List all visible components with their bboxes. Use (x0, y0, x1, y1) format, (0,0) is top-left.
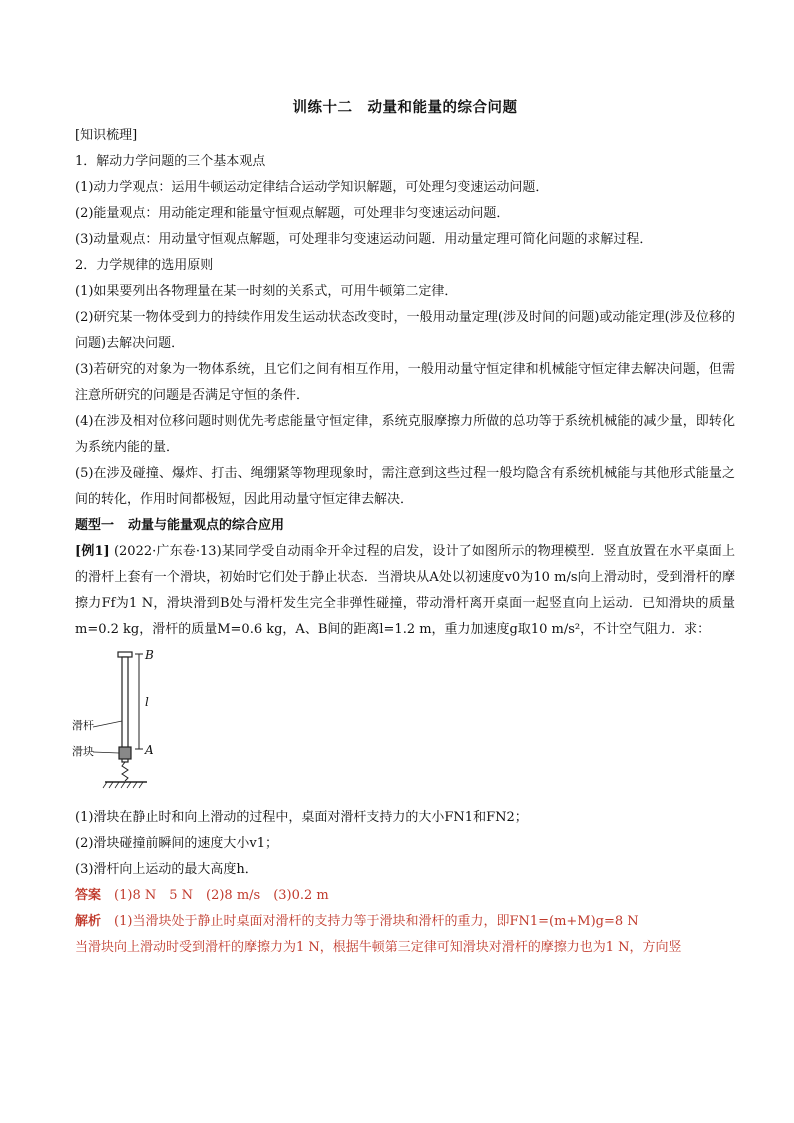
figure-label-l: l (145, 695, 149, 709)
example-text: (2022·广东卷·13)某同学受自动雨伞开伞过程的启发，设计了如图所示的物理模型．竖直放置在水平桌面上的滑杆上套有一个滑块，初始时它们处于静止状态．当滑块从A处以初速度v0为10 m/s向上滑动时，受到滑杆的摩擦力Ff为1 N，滑块滑到B处与滑杆发生完全非弹性碰撞，带动滑杆离开桌面一起竖直向上运动．已知滑块的质量m=0.2 kg，滑杆的质量M=0.6 kg，A、B间的距离l=1.2 m，重力加速度g取10 m/s²，不计空气阻力．求： (75, 544, 735, 637)
item2-point: (2)研究某一物体受到力的持续作用发生运动状态改变时，一般用动量定理(涉及时间的问题)或动能定理(涉及位移的问题)去解决问题． (75, 310, 735, 351)
page-title: 训练十二 动量和能量的综合问题 (292, 99, 518, 116)
item1-point: (3)动量观点：用动量守恒观点解题，可处理非匀变速运动问题．用动量定理可简化问题的求解过程． (75, 232, 653, 247)
example-paragraph (75, 539, 735, 643)
item1-point: (1)动力学观点：运用牛顿运动定律结合运动学知识解题，可处理匀变速运动问题． (75, 180, 549, 195)
topic-heading (75, 513, 735, 539)
figure-label-rod: 滑杆 (72, 719, 94, 732)
analysis-line (75, 909, 735, 935)
analysis-label: 解析 (75, 914, 102, 929)
item2-point: (3)若研究的对象为一物体系统，且它们之间有相互作用，一般用动量守恒定律和机械能守恒定律去解决问题，但需注意所研究的问题是否满足守恒的条件． (75, 362, 735, 403)
question-item: (3)滑杆向上运动的最大高度h． (75, 862, 258, 877)
example-tag: [例1] (75, 544, 110, 559)
question-item: (1)滑块在静止时和向上滑动的过程中，桌面对滑杆支持力的大小FN1和FN2； (75, 810, 528, 825)
item2-point: (1)如果要列出各物理量在某一时刻的关系式，可用牛顿第二定律． (75, 284, 458, 299)
figure-label-B: B (145, 648, 154, 662)
question-item: (2)滑块碰撞前瞬间的速度大小v1； (75, 836, 279, 851)
item1-point: (2)能量观点：用动能定理和能量守恒观点解题，可处理非匀变速运动问题． (75, 206, 510, 221)
item2-point: (5)在涉及碰撞、爆炸、打击、绳绷紧等物理现象时，需注意到这些过程一般均隐含有系统机械能与其他形式能量之间的转化，作用时间都极短，因此用动量守恒定律去解决． (75, 466, 735, 507)
topic-number: 题型一 (75, 518, 115, 533)
sliding-block (119, 747, 131, 759)
item1-heading: 1．解动力学问题的三个基本观点 (75, 154, 266, 169)
section-tag: [知识梳理] (75, 128, 138, 143)
topic-title: 动量与能量观点的综合应用 (128, 518, 285, 533)
figure-label-block: 滑块 (72, 745, 94, 758)
figure-label-A: A (145, 743, 154, 757)
analysis-text: (1)当滑块处于静止时桌面对滑杆的支持力等于滑块和滑杆的重力，即FN1=(m+M)g=8 N (114, 914, 639, 929)
item2-heading: 2．力学规律的选用原则 (75, 258, 214, 273)
item2-point: (4)在涉及相对位移问题时则优先考虑能量守恒定律，系统克服摩擦力所做的总功等于系统机械能的减少量，即转化为系统内能的量． (75, 414, 735, 455)
answer-label: 答案 (75, 888, 102, 903)
answer-text: (1)8 N 5 N (2)8 m/s (3)0.2 m (114, 888, 329, 903)
physics-figure (72, 648, 735, 801)
answer-line (75, 883, 735, 909)
analysis-continuation: 当滑块向上滑动时受到滑杆的摩擦力为1 N，根据牛顿第三定律可知滑块对滑杆的摩擦力也为1 N，方向竖 (75, 940, 682, 955)
document-page (72, 96, 735, 961)
